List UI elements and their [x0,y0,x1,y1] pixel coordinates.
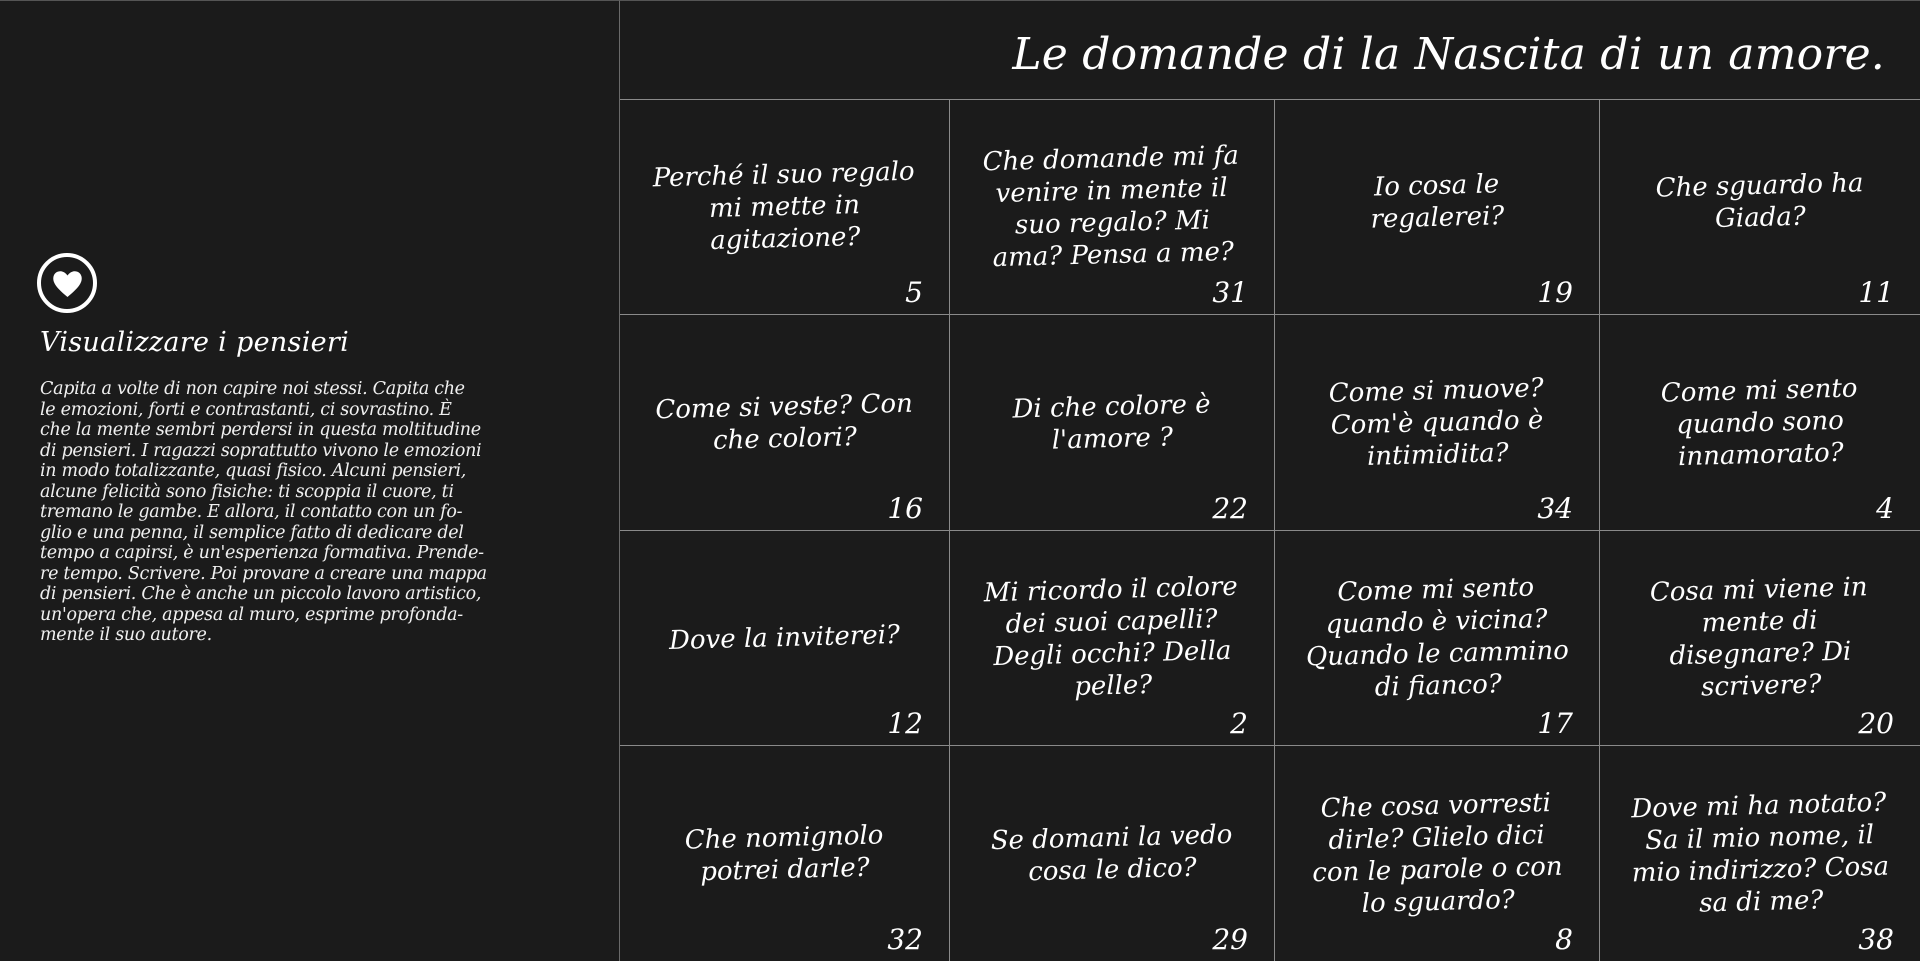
question-number: 12 [887,707,923,740]
question-number: 8 [1555,923,1573,956]
question-cell [950,100,1275,315]
page-title: Le domande di la Nascita di un amore. [1012,29,1885,80]
section-body [40,379,487,646]
question-cell [620,531,950,746]
body-line: che la mente sembri perdersi in questa moltitudine [40,420,481,440]
question-text: Che cosa vorresti dirle? Glielo dici con le parole o con lo sguardo? [1311,787,1563,919]
question-text: Dove la inviterei? [668,619,901,657]
question-text: Come si muove? Com'è quando è intimidita? [1328,372,1544,472]
body-line: re tempo. Scrivere. Poi provare a creare una mappa [40,563,487,584]
question-number: 29 [1212,923,1248,956]
question-cell [620,746,950,961]
body-line: glio e una penna, il semplice fatto di dedicare del [40,522,464,543]
question-number: 34 [1537,492,1573,525]
question-number: 32 [887,923,923,956]
question-number: 5 [905,276,923,309]
question-text: Che sguardo ha Giada? [1655,168,1864,235]
body-line: di pensieri. Che è anche un piccolo lavoro artistico, [40,584,482,604]
body-line: tempo a capirsi, è un'esperienza formativa. Prende- [40,543,484,563]
question-cell [1600,746,1920,961]
heart-icon [37,253,97,313]
body-line: in modo totalizzante, quasi fisico. Alcuni pensieri, [40,461,467,481]
question-cell [1600,531,1920,746]
question-number: 22 [1212,492,1248,525]
title-bar [620,1,1920,100]
question-cell [950,315,1275,531]
question-cell [1275,531,1600,746]
question-text: Che nomignolo potrei darle? [684,819,884,887]
question-number: 20 [1858,707,1894,740]
question-number: 38 [1858,923,1894,956]
sidebar-panel [0,0,619,961]
question-cell [1275,315,1600,531]
body-line: tremano le gambe. E allora, il contatto con un fo- [40,502,463,522]
question-text: Che domande mi fa venire in mente il suo regalo? Mi ama? Pensa a me? [982,140,1240,274]
questions-panel [619,0,1920,961]
question-text: Perché il suo regalo mi mette in agitazione? [652,156,915,256]
question-text: Come mi sento quando sono innamorato? [1660,372,1858,472]
body-line: alcune felicità sono fisiche: ti scoppia il cuore, ti [40,481,454,502]
question-cell [620,100,950,315]
question-text: Se domani la vedo cosa le dico? [990,819,1233,887]
body-line: le emozioni, forti e contrastanti, ci sovrastino. È [40,399,452,420]
body-line: Capita a volte di non capire noi stessi. Capita che [40,379,465,399]
question-cell [950,531,1275,746]
section-title: Visualizzare i pensieri [40,327,350,358]
question-number: 11 [1858,276,1894,309]
question-cell [1275,746,1600,961]
body-line: mente il suo autore. [40,625,212,645]
question-text: Come si veste? Con che colori? [654,388,914,456]
heart-icon-shape [52,269,83,298]
body-line: un'opera che, appesa al muro, esprime profonda- [40,604,463,625]
question-cell [950,746,1275,961]
question-cell [1600,100,1920,315]
question-text: Di che colore è l'amore ? [1012,388,1211,456]
question-number: 4 [1876,492,1894,525]
question-text: Dove mi ha notato? Sa il mio nome, il mio indirizzo? Cosa sa di me? [1630,787,1890,919]
question-number: 17 [1537,707,1573,740]
question-cell [1600,315,1920,531]
question-text: Mi ricordo il colore dei suoi capelli? Degli occhi? Della pelle? [983,571,1239,702]
question-text: Come mi sento quando è vicina? Quando le cammino di fianco? [1305,572,1570,703]
question-text: Io cosa le regalerei? [1370,169,1505,235]
question-text: Cosa mi viene in mente di disegnare? Di scrivere? [1649,572,1868,703]
question-number: 31 [1212,276,1248,309]
body-line: di pensieri. I ragazzi soprattutto vivono le emozioni [40,440,482,461]
question-number: 16 [887,492,923,525]
question-number: 19 [1537,276,1573,309]
question-cell [620,315,950,531]
questions-grid [620,100,1920,961]
question-cell [1275,100,1600,315]
question-number: 2 [1230,707,1248,740]
